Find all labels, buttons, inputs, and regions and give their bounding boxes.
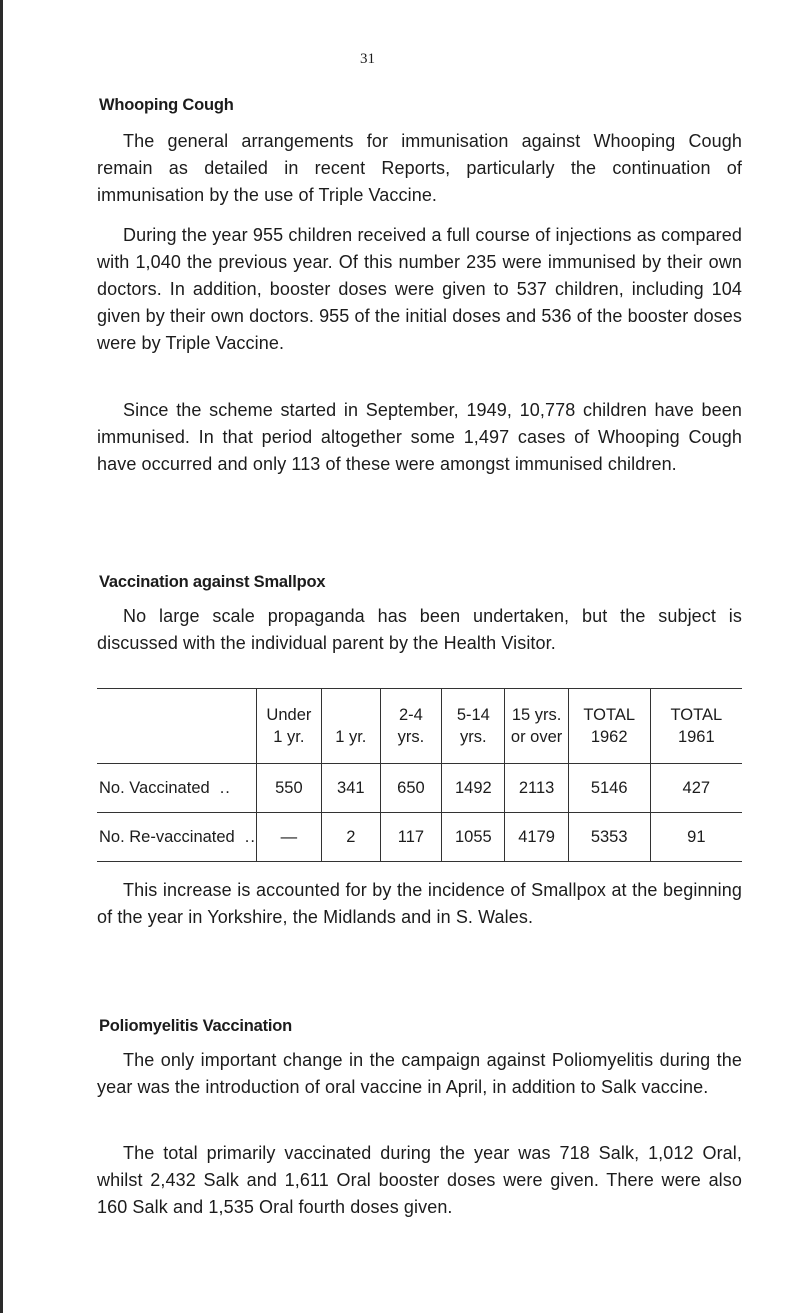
table-header-15-over: 15 yrs. or over: [505, 689, 568, 764]
polio-paragraph-1: The only important change in the campaign against Poliomyelitis during the year was the introduction of oral vaccine in April, in addition to Salk vaccine.: [97, 1050, 742, 1097]
table-cell: 427: [650, 764, 742, 813]
table-row: [97, 813, 742, 862]
table-cell: 341: [321, 764, 380, 813]
section-heading-smallpox: Vaccination against Smallpox: [99, 573, 326, 591]
whooping-paragraph-3: Since the scheme started in September, 1949, 10,778 children have been immunised. In that period altogether some 1,497 cases of Whooping Cough have occurred and only 113 of these were amongst immunised children.: [97, 400, 742, 474]
table-header-5-14: 5-14 yrs.: [442, 689, 505, 764]
table-header-empty: [97, 689, 256, 764]
table-cell: 2113: [505, 764, 568, 813]
smallpox-paragraph-2: This increase is accounted for by the incidence of Smallpox at the beginning of the year in Yorkshire, the Midlands and in S. Wales.: [97, 880, 742, 927]
table-header-2-4: 2-4 yrs.: [380, 689, 442, 764]
table-cell: 2: [321, 813, 380, 862]
table-header-row: [97, 689, 742, 764]
table-cell: 117: [380, 813, 442, 862]
table-cell: 550: [256, 764, 321, 813]
whooping-paragraph-2: During the year 955 children received a full course of injections as compared with 1,040 the previous year. Of this number 235 were immunised by their own doctors. In addition, booster doses were given to 537 children, including 104 given by their own doctors. 955 of the initial doses and 536 of the booster doses were by Triple Vaccine.: [97, 225, 742, 353]
table-cell: 4179: [505, 813, 568, 862]
smallpox-paragraph-1: No large scale propaganda has been undertaken, but the subject is discussed with the individual parent by the Health Visitor.: [97, 606, 742, 653]
table-cell: 5146: [568, 764, 650, 813]
table-cell: 91: [650, 813, 742, 862]
smallpox-vaccination-table: [97, 688, 742, 862]
section-heading-whooping-cough: Whooping Cough: [99, 96, 234, 114]
table-header-1yr: 1 yr.: [321, 689, 380, 764]
page-number: 31: [360, 51, 375, 67]
table-cell: 1492: [442, 764, 505, 813]
section-heading-polio: Poliomyelitis Vaccination: [99, 1017, 293, 1035]
whooping-paragraph-1: The general arrangements for immunisation against Whooping Cough remain as detailed in recent Reports, particularly the continuation of immunisation by the use of Triple Vaccine.: [97, 131, 742, 205]
table-row: [97, 764, 742, 813]
row-label: No. Re-vaccinated ..: [99, 827, 256, 846]
table-header-under-1: Under 1 yr.: [256, 689, 321, 764]
table-cell: —: [256, 813, 321, 862]
table-cell: 650: [380, 764, 442, 813]
table-cell: 1055: [442, 813, 505, 862]
polio-paragraph-2: The total primarily vaccinated during the year was 718 Salk, 1,012 Oral, whilst 2,432 Salk and 1,611 Oral booster doses were given. There were also 160 Salk and 1,535 Oral fourth doses given.: [97, 1143, 742, 1217]
table-header-total-1962: TOTAL 1962: [568, 689, 650, 764]
table-header-total-1961: TOTAL 1961: [650, 689, 742, 764]
table-cell: 5353: [568, 813, 650, 862]
scan-edge: [0, 0, 3, 1313]
row-label: No. Vaccinated ..: [99, 778, 231, 797]
